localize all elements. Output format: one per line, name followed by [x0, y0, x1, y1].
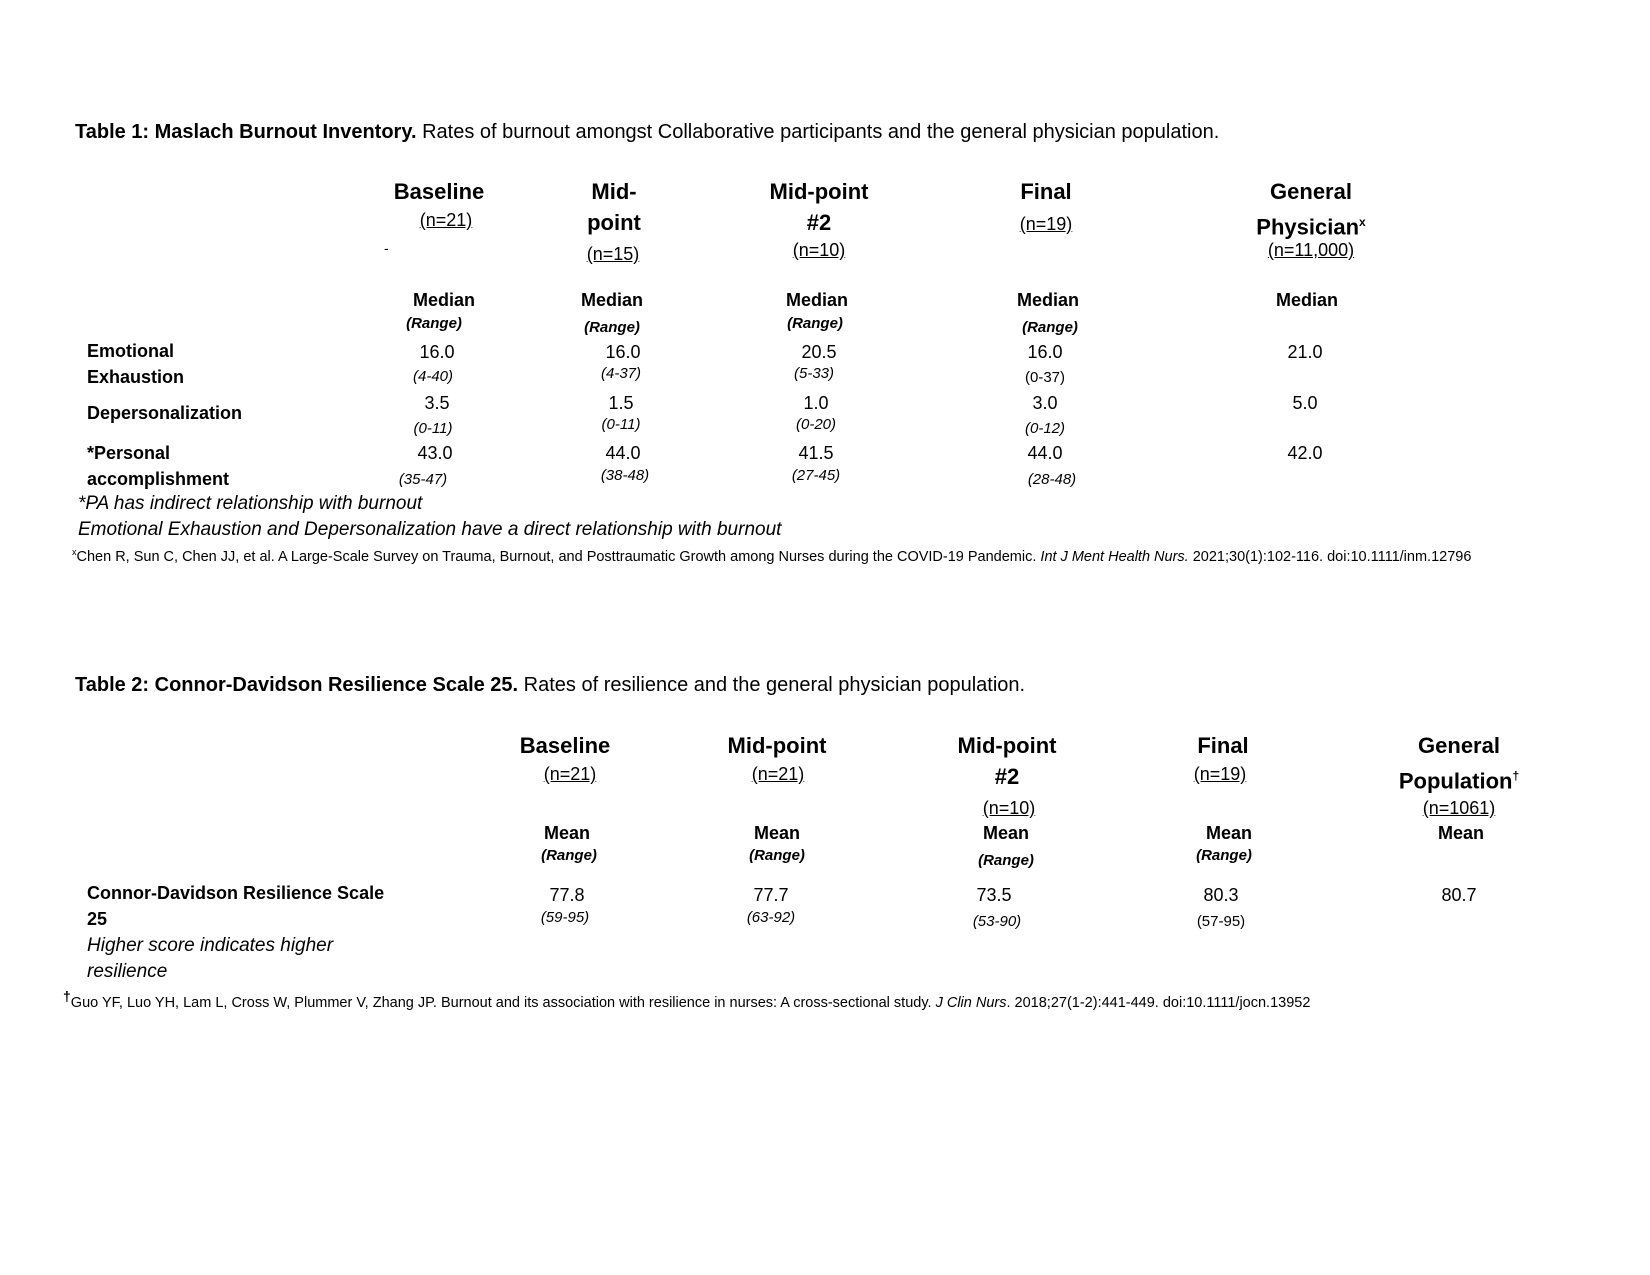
t1-r1-c0-range: (0-11) [413, 420, 453, 437]
table1-caption-title: Table 1: Maslach Burnout Inventory. [75, 121, 417, 143]
t1-stat-2: Median [785, 290, 848, 310]
t1-ref-mark: x [72, 547, 77, 557]
t2-reference [63, 988, 1310, 1011]
t1-col-general-title [1211, 176, 1411, 242]
t1-range-label-1: (Range) [584, 319, 640, 336]
t2-c1-value: 77.7 [753, 885, 789, 905]
table1-caption [75, 121, 1219, 144]
t1-r2-c3-value: 44.0 [1027, 443, 1063, 463]
t1-col-general-title-l1: General [1270, 179, 1352, 204]
t1-r2-c3-range: (28-48) [1027, 471, 1077, 488]
t1-row-label-personal: *Personal [87, 443, 171, 463]
t1-r1-c3-value: 3.0 [1032, 393, 1058, 413]
t1-r1-c1-range: (0-11) [601, 416, 641, 433]
t1-col-general-n: (n=11,000) [1267, 240, 1355, 260]
t2-col-midpoint-title: Mid-point [727, 733, 827, 758]
t2-c0-value: 77.8 [549, 885, 585, 905]
t2-row-label-l3: Higher score indicates higher [87, 935, 334, 956]
t2-row-label-l1: Connor-Davidson Resilience Scale [87, 883, 385, 903]
t2-col-midpoint2-n: (n=10) [982, 798, 1036, 818]
t1-r2-c0-range: (35-47) [398, 471, 448, 488]
t1-note-ee-dp: Emotional Exhaustion and Depersonalization have a direct relationship with burnout [78, 519, 782, 540]
t1-r0-c1-range: (4-37) [600, 365, 641, 382]
table2-caption [75, 674, 1025, 697]
t1-row-label-depersonalization: Depersonalization [87, 403, 243, 423]
t1-r2-c0-value: 43.0 [417, 443, 453, 463]
t1-r1-c4-value: 5.0 [1292, 393, 1318, 413]
t2-range-label-3: (Range) [1196, 847, 1252, 864]
t2-col-final-title: Final [1197, 733, 1249, 758]
t2-col-general-n: (n=1061) [1422, 798, 1496, 818]
t2-col-midpoint2-title-l1: Mid-point [957, 733, 1057, 758]
t1-r0-c2-value: 20.5 [801, 342, 837, 362]
t1-col-general-sup: x [1359, 215, 1366, 229]
t1-stat-0: Median [412, 290, 475, 310]
t2-row-label-l4: resilience [87, 961, 168, 982]
t2-ref-tail: . 2018;27(1-2):441-449. doi:10.1111/jocn.13952 [1006, 994, 1311, 1011]
t1-col-midpoint-title [514, 176, 714, 238]
t1-r0-c0-range: (4-40) [412, 368, 453, 385]
t2-col-midpoint-n: (n=21) [751, 764, 805, 784]
t1-r0-c3-value: 16.0 [1027, 342, 1063, 362]
t2-c3-range: (57-95) [1196, 913, 1246, 930]
t1-col-midpoint-title-l1: Mid- [591, 179, 637, 204]
t1-col-baseline-title: Baseline [393, 179, 485, 204]
t1-r1-c0-value: 3.5 [424, 393, 450, 413]
t1-col-midpoint2-title-l2: #2 [806, 210, 832, 235]
t2-col-general-title-l2: Population [1398, 768, 1513, 794]
t1-range-label-3: (Range) [1022, 319, 1078, 336]
t2-col-baseline-title: Baseline [519, 733, 611, 758]
t2-c1-range: (63-92) [746, 909, 796, 926]
t1-row-label-exhaustion: Exhaustion [87, 367, 185, 387]
t1-col-midpoint-n: (n=15) [586, 244, 640, 264]
t1-col-midpoint2-n: (n=10) [792, 240, 846, 260]
t1-note-pa: *PA has indirect relationship with burnout [78, 493, 423, 514]
t2-col-final-n: (n=19) [1193, 764, 1247, 784]
t1-stat-1: Median [580, 290, 643, 310]
t1-r0-c3-range: (0-37) [1024, 369, 1065, 386]
table1-caption-text: Rates of burnout amongst Collaborative participants and the general physician population. [416, 121, 1220, 143]
t1-r2-c4-value: 42.0 [1287, 443, 1323, 463]
t1-r2-c2-range: (27-45) [791, 467, 841, 484]
t1-row-label-accomplishment: accomplishment [87, 469, 230, 489]
t2-c3-value: 80.3 [1203, 885, 1239, 905]
t2-ref-journal: J Clin Nurs [935, 994, 1007, 1011]
t2-c2-range: (53-90) [972, 913, 1022, 930]
t2-row-label-l2: 25 [87, 909, 108, 929]
t2-c4-value: 80.7 [1441, 885, 1477, 905]
t2-stat-3: Mean [1205, 823, 1252, 843]
t2-stat-1: Mean [753, 823, 800, 843]
t1-r0-c2-range: (5-33) [793, 365, 834, 382]
t1-r0-c0-value: 16.0 [419, 342, 455, 362]
t1-r0-c4-value: 21.0 [1287, 342, 1323, 362]
t1-r2-c2-value: 41.5 [798, 443, 834, 463]
t2-stat-0: Mean [543, 823, 590, 843]
t2-ref-text: Guo YF, Luo YH, Lam L, Cross W, Plummer V, Zhang JP. Burnout and its association with resilience in nurses: A cross-sectional study. [70, 994, 936, 1011]
t2-stat-2: Mean [982, 823, 1029, 843]
t1-r1-c3-range: (0-12) [1024, 420, 1065, 437]
t2-col-baseline-n: (n=21) [543, 764, 597, 784]
t2-col-midpoint2-title [907, 730, 1107, 792]
t1-ref-journal: Int J Ment Health Nurs. [1040, 548, 1189, 565]
t2-range-label-2: (Range) [978, 852, 1034, 869]
t1-col-midpoint2-title-l1: Mid-point [769, 179, 869, 204]
t2-range-label-0: (Range) [541, 847, 597, 864]
t1-range-label-0: (Range) [406, 315, 462, 332]
t2-col-midpoint2-title-l2: #2 [994, 764, 1020, 789]
t1-r0-c1-value: 16.0 [605, 342, 641, 362]
t1-r1-c1-value: 1.5 [608, 393, 634, 413]
t2-range-label-1: (Range) [749, 847, 805, 864]
t2-col-general-title-l1: General [1418, 733, 1500, 758]
t2-c2-value: 73.5 [976, 885, 1012, 905]
t1-r2-c1-value: 44.0 [605, 443, 641, 463]
t1-stat-4: Median [1275, 290, 1338, 310]
t1-r1-c2-range: (0-20) [795, 416, 836, 433]
t1-col-midpoint-title-l2: point [587, 210, 641, 235]
t1-col-final-title: Final [1020, 179, 1072, 204]
t2-stat-4: Mean [1437, 823, 1484, 843]
table2-caption-title: Table 2: Connor-Davidson Resilience Scale 25. [75, 674, 519, 696]
t1-col-general-title-l2: Physician [1256, 214, 1360, 240]
t2-ref-mark: † [63, 988, 71, 1004]
t1-col-midpoint2-title [719, 176, 919, 238]
t1-dash: - [384, 240, 389, 256]
t1-r1-c2-value: 1.0 [803, 393, 829, 413]
t2-col-general-sup: † [1512, 769, 1520, 783]
t1-range-label-2: (Range) [787, 315, 843, 332]
t2-c0-range: (59-95) [540, 909, 590, 926]
t1-ref-tail: 2021;30(1):102-116. doi:10.1111/inm.12796 [1188, 548, 1472, 565]
t1-ref-text: Chen R, Sun C, Chen JJ, et al. A Large-Scale Survey on Trauma, Burnout, and Posttraumatic Growth among Nurses during the COVID-19 Pandemic. [76, 548, 1041, 565]
t1-reference [72, 547, 1471, 565]
t1-row-label-emotional: Emotional [87, 341, 175, 361]
t2-col-general-title [1359, 730, 1559, 796]
t1-stat-3: Median [1016, 290, 1079, 310]
t1-col-final-n: (n=19) [1019, 214, 1073, 234]
table2-caption-text: Rates of resilience and the general physician population. [518, 674, 1026, 696]
t1-col-baseline-n: (n=21) [419, 210, 473, 230]
t1-r2-c1-range: (38-48) [600, 467, 650, 484]
